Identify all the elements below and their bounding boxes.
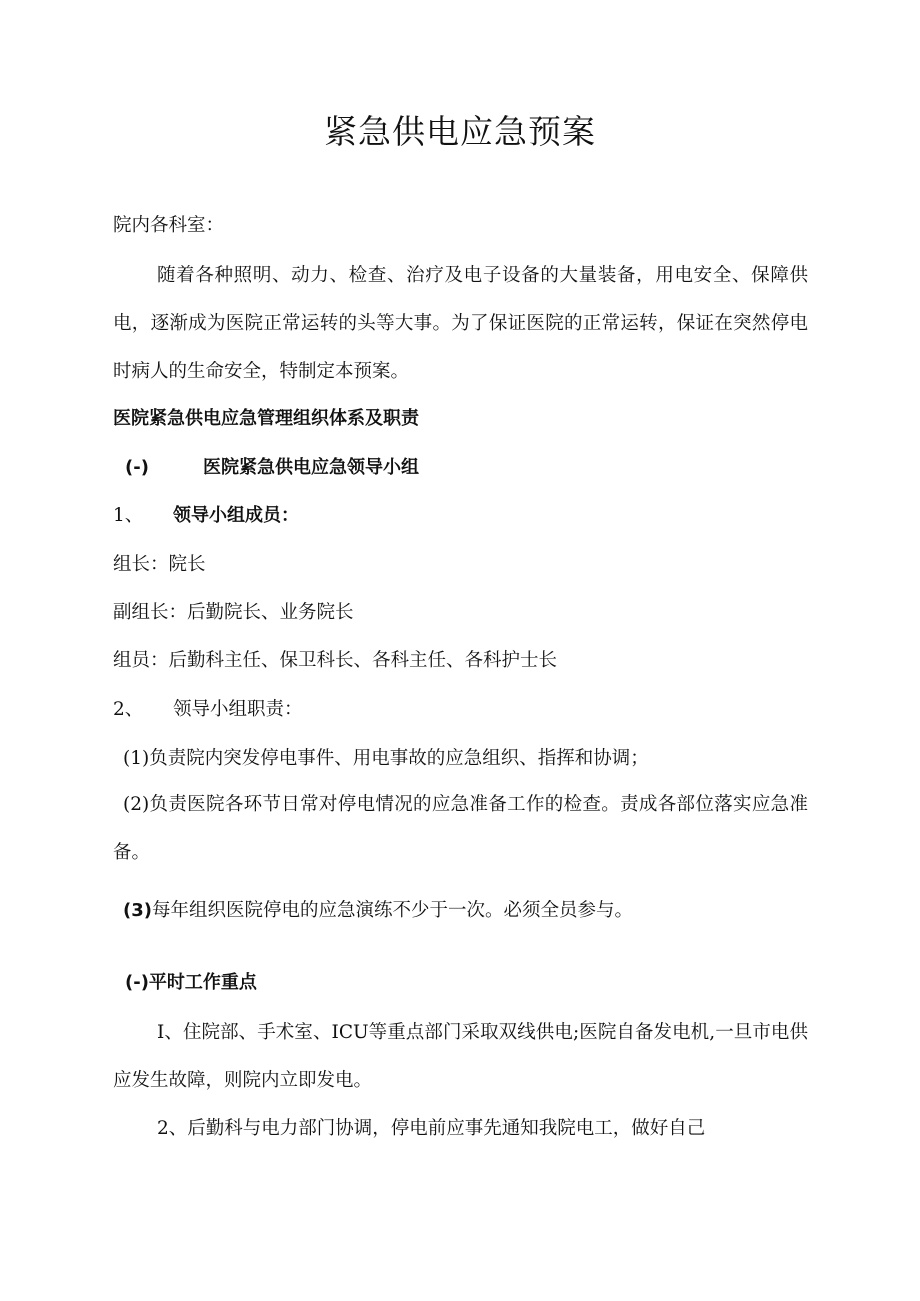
member-leader: 组长：院长 [113, 554, 206, 575]
document-title: 紧急供电应急预案 [324, 112, 596, 151]
subsection-heading-routine: (-)平时工作重点 [125, 972, 257, 993]
subsection-heading-leadership [125, 453, 419, 483]
subsection-marker: (-) [125, 457, 149, 478]
item-title: 领导小组成员： [173, 505, 299, 526]
item-number: 2、 [113, 699, 144, 720]
point-2: 2、后勤科与电力部门协调，停电前应事先通知我院电工，做好自己 [157, 1118, 706, 1139]
duty-2 [113, 781, 808, 877]
member-deputy: 副组长：后勤院长、业务院长 [113, 602, 354, 623]
section-heading: 医院紧急供电应急管理组织体系及职责 [113, 408, 419, 429]
item-members-heading [113, 501, 299, 531]
item-number: 1、 [113, 505, 144, 526]
subsection-title: 医院紧急供电应急领导小组 [203, 457, 419, 478]
duty-2-text: (2)负责医院各环节日常对停电情况的应急准备工作的检查。责成各部位落实应急准备。 [113, 794, 808, 863]
duty-3-text: 每年组织医院停电的应急演练不少于一次。必须全员参与。 [151, 900, 633, 921]
point-1: I、住院部、手术室、ICU等重点部门采取双线供电;医院自备发电机,一旦市电供应发生故障，则院内立即发电。 [113, 1022, 808, 1091]
salutation: 院内各科室： [113, 215, 225, 236]
duty-3-marker: (3) [123, 900, 152, 921]
item-title: 领导小组职责： [173, 699, 303, 720]
intro-paragraph: 随着各种照明、动力、检查、治疗及电子设备的大量装备，用电安全、保障供电，逐渐成为医院正常运转的头等大事。为了保证医院的正常运转，保证在突然停电时病人的生命安全，特制定本预案。 [113, 265, 808, 382]
duty-1: (1)负责院内突发停电事件、用电事故的应急组织、指挥和协调； [123, 748, 649, 769]
item-duties-heading [113, 695, 303, 725]
duty-3 [123, 896, 633, 926]
member-staff: 组员：后勤科主任、保卫科长、各科主任、各科护士长 [113, 650, 558, 671]
